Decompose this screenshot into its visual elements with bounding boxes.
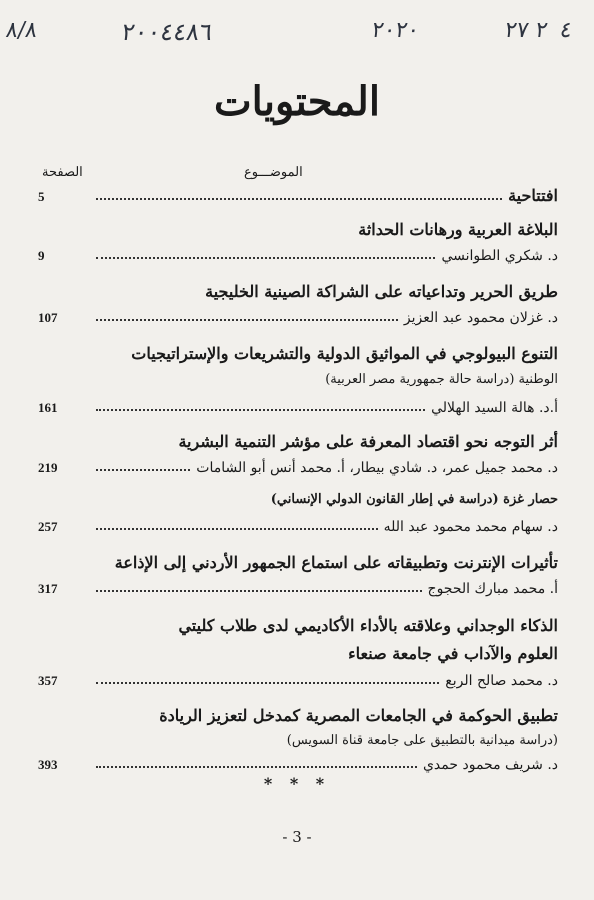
toc-entry bbox=[38, 220, 558, 239]
toc-entry bbox=[38, 553, 558, 572]
toc-entry bbox=[38, 432, 558, 451]
toc-entry bbox=[38, 310, 558, 326]
toc-entry bbox=[38, 248, 558, 264]
toc-author: د. شكري الطوانسي bbox=[441, 248, 558, 264]
toc-page-number: 161 bbox=[38, 400, 58, 415]
toc-author: د. محمد جميل عمر، د. شادي بيطار، أ. محمد أنس أبو الشامات bbox=[196, 460, 558, 476]
leader-dots bbox=[96, 408, 425, 411]
page-title: المحتويات bbox=[214, 78, 380, 125]
toc-page-number: 317 bbox=[38, 581, 58, 596]
handwritten-issue: ٤ bbox=[558, 18, 574, 43]
toc-entry bbox=[38, 492, 558, 507]
toc-title: حصار غزة (دراسة في إطار القانون الدولي الإنساني) bbox=[270, 492, 558, 507]
leader-dots bbox=[96, 318, 398, 321]
toc-entry bbox=[38, 282, 558, 301]
handwritten-volume: ٢ ٢٧ bbox=[503, 18, 550, 43]
toc-author: د. غزلان محمود عبد العزيز bbox=[403, 310, 558, 326]
toc-title: الذكاء الوجداني وعلاقته بالأداء الأكاديمي لدى طلاب كليتي bbox=[178, 616, 558, 635]
toc-entry bbox=[38, 616, 558, 635]
toc-title: العلوم والآداب في جامعة صنعاء bbox=[348, 644, 558, 663]
toc-author: د. سهام محمد محمود عبد الله bbox=[383, 519, 558, 535]
handwritten-mark-left: ٨/٨ bbox=[4, 18, 39, 43]
leader-dots bbox=[96, 256, 435, 259]
subject-column-header: الموضـــوع bbox=[244, 165, 303, 180]
page-number: - 3 - bbox=[282, 828, 312, 846]
toc-title: أثر التوجه نحو اقتصاد المعرفة على مؤشر التنمية البشرية bbox=[178, 432, 558, 451]
toc-entry bbox=[38, 372, 558, 387]
toc-entry bbox=[38, 644, 558, 663]
leader-dots bbox=[96, 589, 422, 592]
toc-entry bbox=[38, 673, 558, 689]
handwritten-year: ٢٠٢٠ bbox=[370, 18, 422, 43]
toc-entry bbox=[38, 519, 558, 535]
leader-dots bbox=[96, 468, 190, 471]
leader-dots bbox=[96, 197, 502, 200]
toc-author: د. محمد صالح الربع bbox=[445, 673, 558, 689]
toc-page-number: 257 bbox=[38, 519, 58, 534]
toc-entry bbox=[38, 581, 558, 597]
toc-entry bbox=[38, 757, 558, 773]
toc-entry bbox=[38, 706, 558, 725]
toc-title: تطبيق الحوكمة في الجامعات المصرية كمدخل لتعزيز الريادة bbox=[159, 706, 558, 725]
toc-subtitle: (دراسة ميدانية بالتطبيق على جامعة قناة السويس) bbox=[286, 733, 558, 748]
toc-entry bbox=[38, 460, 558, 476]
toc-page-number: 107 bbox=[38, 310, 58, 325]
toc-author: أ. محمد مبارك الحجوج bbox=[427, 581, 558, 597]
toc-entry bbox=[38, 344, 558, 363]
toc-author: د. شريف محمود حمدي bbox=[422, 757, 558, 773]
handwritten-accession-number: ٢٠٠٤٤٨٦ bbox=[120, 18, 215, 46]
leader-dots bbox=[96, 681, 439, 684]
toc-title: افتتاحية bbox=[508, 186, 558, 205]
section-end-stars: * * * bbox=[263, 774, 331, 793]
page-column-header: الصفحة bbox=[42, 165, 83, 180]
toc-page-number: 357 bbox=[38, 673, 58, 688]
toc-entry bbox=[38, 186, 558, 205]
toc-subtitle: الوطنية (دراسة حالة جمهورية مصر العربية) bbox=[325, 372, 558, 387]
toc-author: أ.د. هالة السيد الهلالي bbox=[431, 400, 558, 416]
toc-page-number: 9 bbox=[38, 248, 45, 263]
toc-entry bbox=[38, 733, 558, 748]
toc-page-number: 5 bbox=[38, 189, 45, 204]
leader-dots bbox=[96, 765, 417, 768]
toc-title: تأثيرات الإنترنت وتطبيقاته على استماع الجمهور الأردني إلى الإذاعة bbox=[114, 553, 558, 572]
toc-page-number: 393 bbox=[38, 757, 58, 772]
toc-title: البلاغة العربية ورهانات الحداثة bbox=[358, 220, 558, 239]
leader-dots bbox=[96, 527, 378, 530]
toc-entry bbox=[38, 400, 558, 416]
toc-title: طريق الحرير وتداعياته على الشراكة الصينية الخليجية bbox=[205, 282, 558, 301]
toc-page-number: 219 bbox=[38, 460, 58, 475]
toc-title: التنوع البيولوجي في المواثيق الدولية والتشريعات والإستراتيجيات bbox=[131, 344, 558, 363]
